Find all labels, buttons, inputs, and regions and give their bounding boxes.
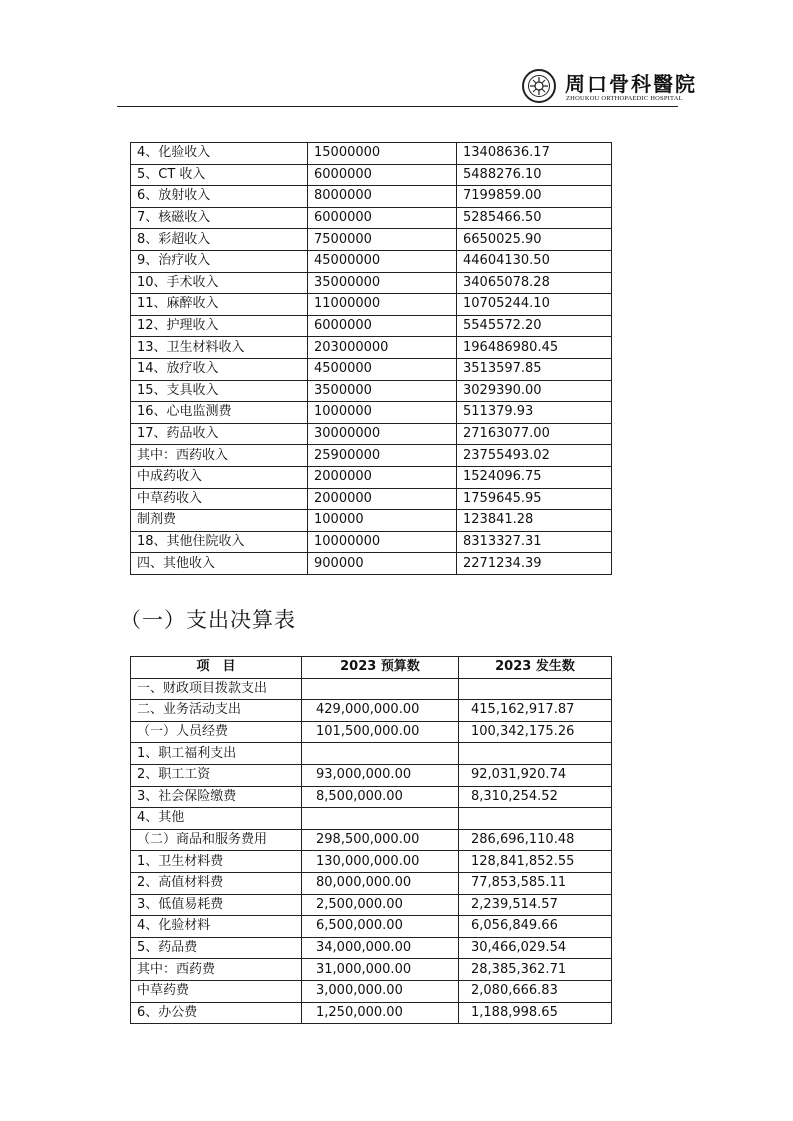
income-row-budget: 1000000 <box>308 402 457 424</box>
income-row-budget: 2000000 <box>308 488 457 510</box>
expense-row <box>131 829 612 851</box>
expense-row-budget: 31,000,000.00 <box>302 959 459 981</box>
hospital-name-en: ZHOUKOU ORTHOPAEDIC HOSPITAL <box>566 95 683 102</box>
expense-row-actual: 77,853,585.11 <box>459 872 612 894</box>
income-row-actual: 1759645.95 <box>457 488 612 510</box>
income-row <box>131 143 612 165</box>
income-row-actual: 3029390.00 <box>457 380 612 402</box>
income-row <box>131 207 612 229</box>
income-row-item: 其中：西药收入 <box>131 445 308 467</box>
income-row-budget: 8000000 <box>308 186 457 208</box>
income-row-actual: 23755493.02 <box>457 445 612 467</box>
expense-table <box>130 656 612 1024</box>
income-row-budget: 203000000 <box>308 337 457 359</box>
income-row-actual: 10705244.10 <box>457 294 612 316</box>
income-row-budget: 4500000 <box>308 358 457 380</box>
expense-row-item: 中草药费 <box>131 980 302 1002</box>
income-row-item: 7、核磁收入 <box>131 207 308 229</box>
income-row <box>131 294 612 316</box>
income-row <box>131 358 612 380</box>
expense-row-actual <box>459 808 612 830</box>
expense-row-actual: 2,080,666.83 <box>459 980 612 1002</box>
header-divider <box>117 106 678 107</box>
income-row-item: 制剂费 <box>131 510 308 532</box>
expense-row-budget: 34,000,000.00 <box>302 937 459 959</box>
expense-row-actual: 1,188,998.65 <box>459 1002 612 1024</box>
income-row-item: 18、其他住院收入 <box>131 531 308 553</box>
income-row-budget: 100000 <box>308 510 457 532</box>
expense-row-item: （一）人员经费 <box>131 721 302 743</box>
income-row <box>131 402 612 424</box>
page-header <box>0 0 793 110</box>
income-row-item: 12、护理收入 <box>131 315 308 337</box>
income-row-budget: 15000000 <box>308 143 457 165</box>
income-row <box>131 553 612 575</box>
expense-row <box>131 786 612 808</box>
income-row-actual: 123841.28 <box>457 510 612 532</box>
expense-row-item: 4、其他 <box>131 808 302 830</box>
expense-row-item: 2、高值材料费 <box>131 872 302 894</box>
section-title: （一）支出决算表 <box>120 608 296 632</box>
income-row <box>131 186 612 208</box>
expense-row-item: 3、社会保险缴费 <box>131 786 302 808</box>
expense-row <box>131 959 612 981</box>
income-row <box>131 229 612 251</box>
expense-row <box>131 937 612 959</box>
expense-row-actual: 28,385,362.71 <box>459 959 612 981</box>
expense-header-item: 项 目 <box>131 657 302 679</box>
expense-header-actual: 2023 发生数 <box>459 657 612 679</box>
expense-row-budget: 8,500,000.00 <box>302 786 459 808</box>
income-row <box>131 272 612 294</box>
income-row-budget: 900000 <box>308 553 457 575</box>
income-row-item: 17、药品收入 <box>131 423 308 445</box>
income-row <box>131 488 612 510</box>
expense-row-actual: 8,310,254.52 <box>459 786 612 808</box>
income-row-actual: 6650025.90 <box>457 229 612 251</box>
income-row-item: 16、心电监测费 <box>131 402 308 424</box>
expense-row-item: 5、药品费 <box>131 937 302 959</box>
expense-table-header <box>131 657 612 679</box>
income-row-budget: 2000000 <box>308 466 457 488</box>
expense-row-actual: 6,056,849.66 <box>459 916 612 938</box>
income-row-budget: 6000000 <box>308 315 457 337</box>
income-row-item: 8、彩超收入 <box>131 229 308 251</box>
expense-row <box>131 916 612 938</box>
income-row <box>131 380 612 402</box>
income-row-item: 13、卫生材料收入 <box>131 337 308 359</box>
expense-row-item: 二、业务活动支出 <box>131 700 302 722</box>
income-row-budget: 10000000 <box>308 531 457 553</box>
expense-row-item: 其中：西药费 <box>131 959 302 981</box>
income-table-body <box>131 143 612 575</box>
expense-row-actual <box>459 743 612 765</box>
expense-row-actual: 92,031,920.74 <box>459 764 612 786</box>
expense-row <box>131 764 612 786</box>
income-row <box>131 510 612 532</box>
income-row-item: 14、放疗收入 <box>131 358 308 380</box>
expense-row-actual: 128,841,852.55 <box>459 851 612 873</box>
income-row-item: 6、放射收入 <box>131 186 308 208</box>
expense-row <box>131 808 612 830</box>
income-row-actual: 511379.93 <box>457 402 612 424</box>
income-row <box>131 337 612 359</box>
income-table <box>130 142 612 575</box>
expense-row-actual <box>459 678 612 700</box>
expense-row-budget: 1,250,000.00 <box>302 1002 459 1024</box>
income-row-budget: 35000000 <box>308 272 457 294</box>
expense-row-budget: 3,000,000.00 <box>302 980 459 1002</box>
expense-row-budget: 6,500,000.00 <box>302 916 459 938</box>
income-row-actual: 2271234.39 <box>457 553 612 575</box>
income-row-actual: 8313327.31 <box>457 531 612 553</box>
income-row <box>131 164 612 186</box>
expense-row <box>131 743 612 765</box>
expense-row-item: 1、卫生材料费 <box>131 851 302 873</box>
expense-row-actual: 415,162,917.87 <box>459 700 612 722</box>
expense-table-body <box>131 678 612 1024</box>
income-row-actual: 3513597.85 <box>457 358 612 380</box>
expense-row-item: （二）商品和服务费用 <box>131 829 302 851</box>
income-row-item: 11、麻醉收入 <box>131 294 308 316</box>
expense-row-budget <box>302 808 459 830</box>
income-row-item: 中成药收入 <box>131 466 308 488</box>
income-row-item: 中草药收入 <box>131 488 308 510</box>
expense-header-budget: 2023 预算数 <box>302 657 459 679</box>
expense-row-item: 3、低值易耗费 <box>131 894 302 916</box>
income-row-item: 四、其他收入 <box>131 553 308 575</box>
income-row-budget: 25900000 <box>308 445 457 467</box>
income-row-budget: 45000000 <box>308 250 457 272</box>
income-row-actual: 44604130.50 <box>457 250 612 272</box>
income-row <box>131 445 612 467</box>
expense-row-budget: 80,000,000.00 <box>302 872 459 894</box>
expense-row-budget: 298,500,000.00 <box>302 829 459 851</box>
income-row-actual: 5488276.10 <box>457 164 612 186</box>
income-row-budget: 6000000 <box>308 164 457 186</box>
expense-row <box>131 1002 612 1024</box>
expense-row <box>131 980 612 1002</box>
expense-row-item: 4、化验材料 <box>131 916 302 938</box>
expense-row <box>131 872 612 894</box>
expense-row <box>131 894 612 916</box>
income-row-actual: 5285466.50 <box>457 207 612 229</box>
expense-row-budget: 130,000,000.00 <box>302 851 459 873</box>
expense-row-item: 一、财政项目拨款支出 <box>131 678 302 700</box>
expense-row-item: 2、职工工资 <box>131 764 302 786</box>
expense-row-actual: 100,342,175.26 <box>459 721 612 743</box>
expense-row-budget: 101,500,000.00 <box>302 721 459 743</box>
income-row-budget: 6000000 <box>308 207 457 229</box>
expense-row <box>131 721 612 743</box>
income-row-item: 5、CT 收入 <box>131 164 308 186</box>
income-row-actual: 7199859.00 <box>457 186 612 208</box>
income-row-item: 4、化验收入 <box>131 143 308 165</box>
income-row-actual: 5545572.20 <box>457 315 612 337</box>
expense-row-budget: 93,000,000.00 <box>302 764 459 786</box>
expense-row-item: 6、办公费 <box>131 1002 302 1024</box>
income-row-actual: 27163077.00 <box>457 423 612 445</box>
income-row-actual: 1524096.75 <box>457 466 612 488</box>
income-row-actual: 196486980.45 <box>457 337 612 359</box>
expense-row-budget: 2,500,000.00 <box>302 894 459 916</box>
income-row-item: 15、支具收入 <box>131 380 308 402</box>
expense-row-budget <box>302 678 459 700</box>
income-row <box>131 315 612 337</box>
income-row-item: 10、手术收入 <box>131 272 308 294</box>
income-row <box>131 531 612 553</box>
income-row-budget: 7500000 <box>308 229 457 251</box>
income-row-actual: 34065078.28 <box>457 272 612 294</box>
income-row <box>131 423 612 445</box>
expense-row-actual: 30,466,029.54 <box>459 937 612 959</box>
expense-row-item: 1、职工福利支出 <box>131 743 302 765</box>
income-row-budget: 30000000 <box>308 423 457 445</box>
expense-row <box>131 851 612 873</box>
expense-row-actual: 286,696,110.48 <box>459 829 612 851</box>
income-row-actual: 13408636.17 <box>457 143 612 165</box>
expense-row <box>131 700 612 722</box>
hospital-logo-icon <box>522 69 556 103</box>
expense-row-budget: 429,000,000.00 <box>302 700 459 722</box>
expense-row <box>131 678 612 700</box>
expense-row-budget <box>302 743 459 765</box>
income-row-budget: 3500000 <box>308 380 457 402</box>
expense-row-actual: 2,239,514.57 <box>459 894 612 916</box>
income-row-item: 9、治疗收入 <box>131 250 308 272</box>
hospital-name: 周口骨科醫院 <box>565 72 697 96</box>
income-row <box>131 250 612 272</box>
income-row <box>131 466 612 488</box>
expense-header-row <box>131 657 612 679</box>
income-row-budget: 11000000 <box>308 294 457 316</box>
